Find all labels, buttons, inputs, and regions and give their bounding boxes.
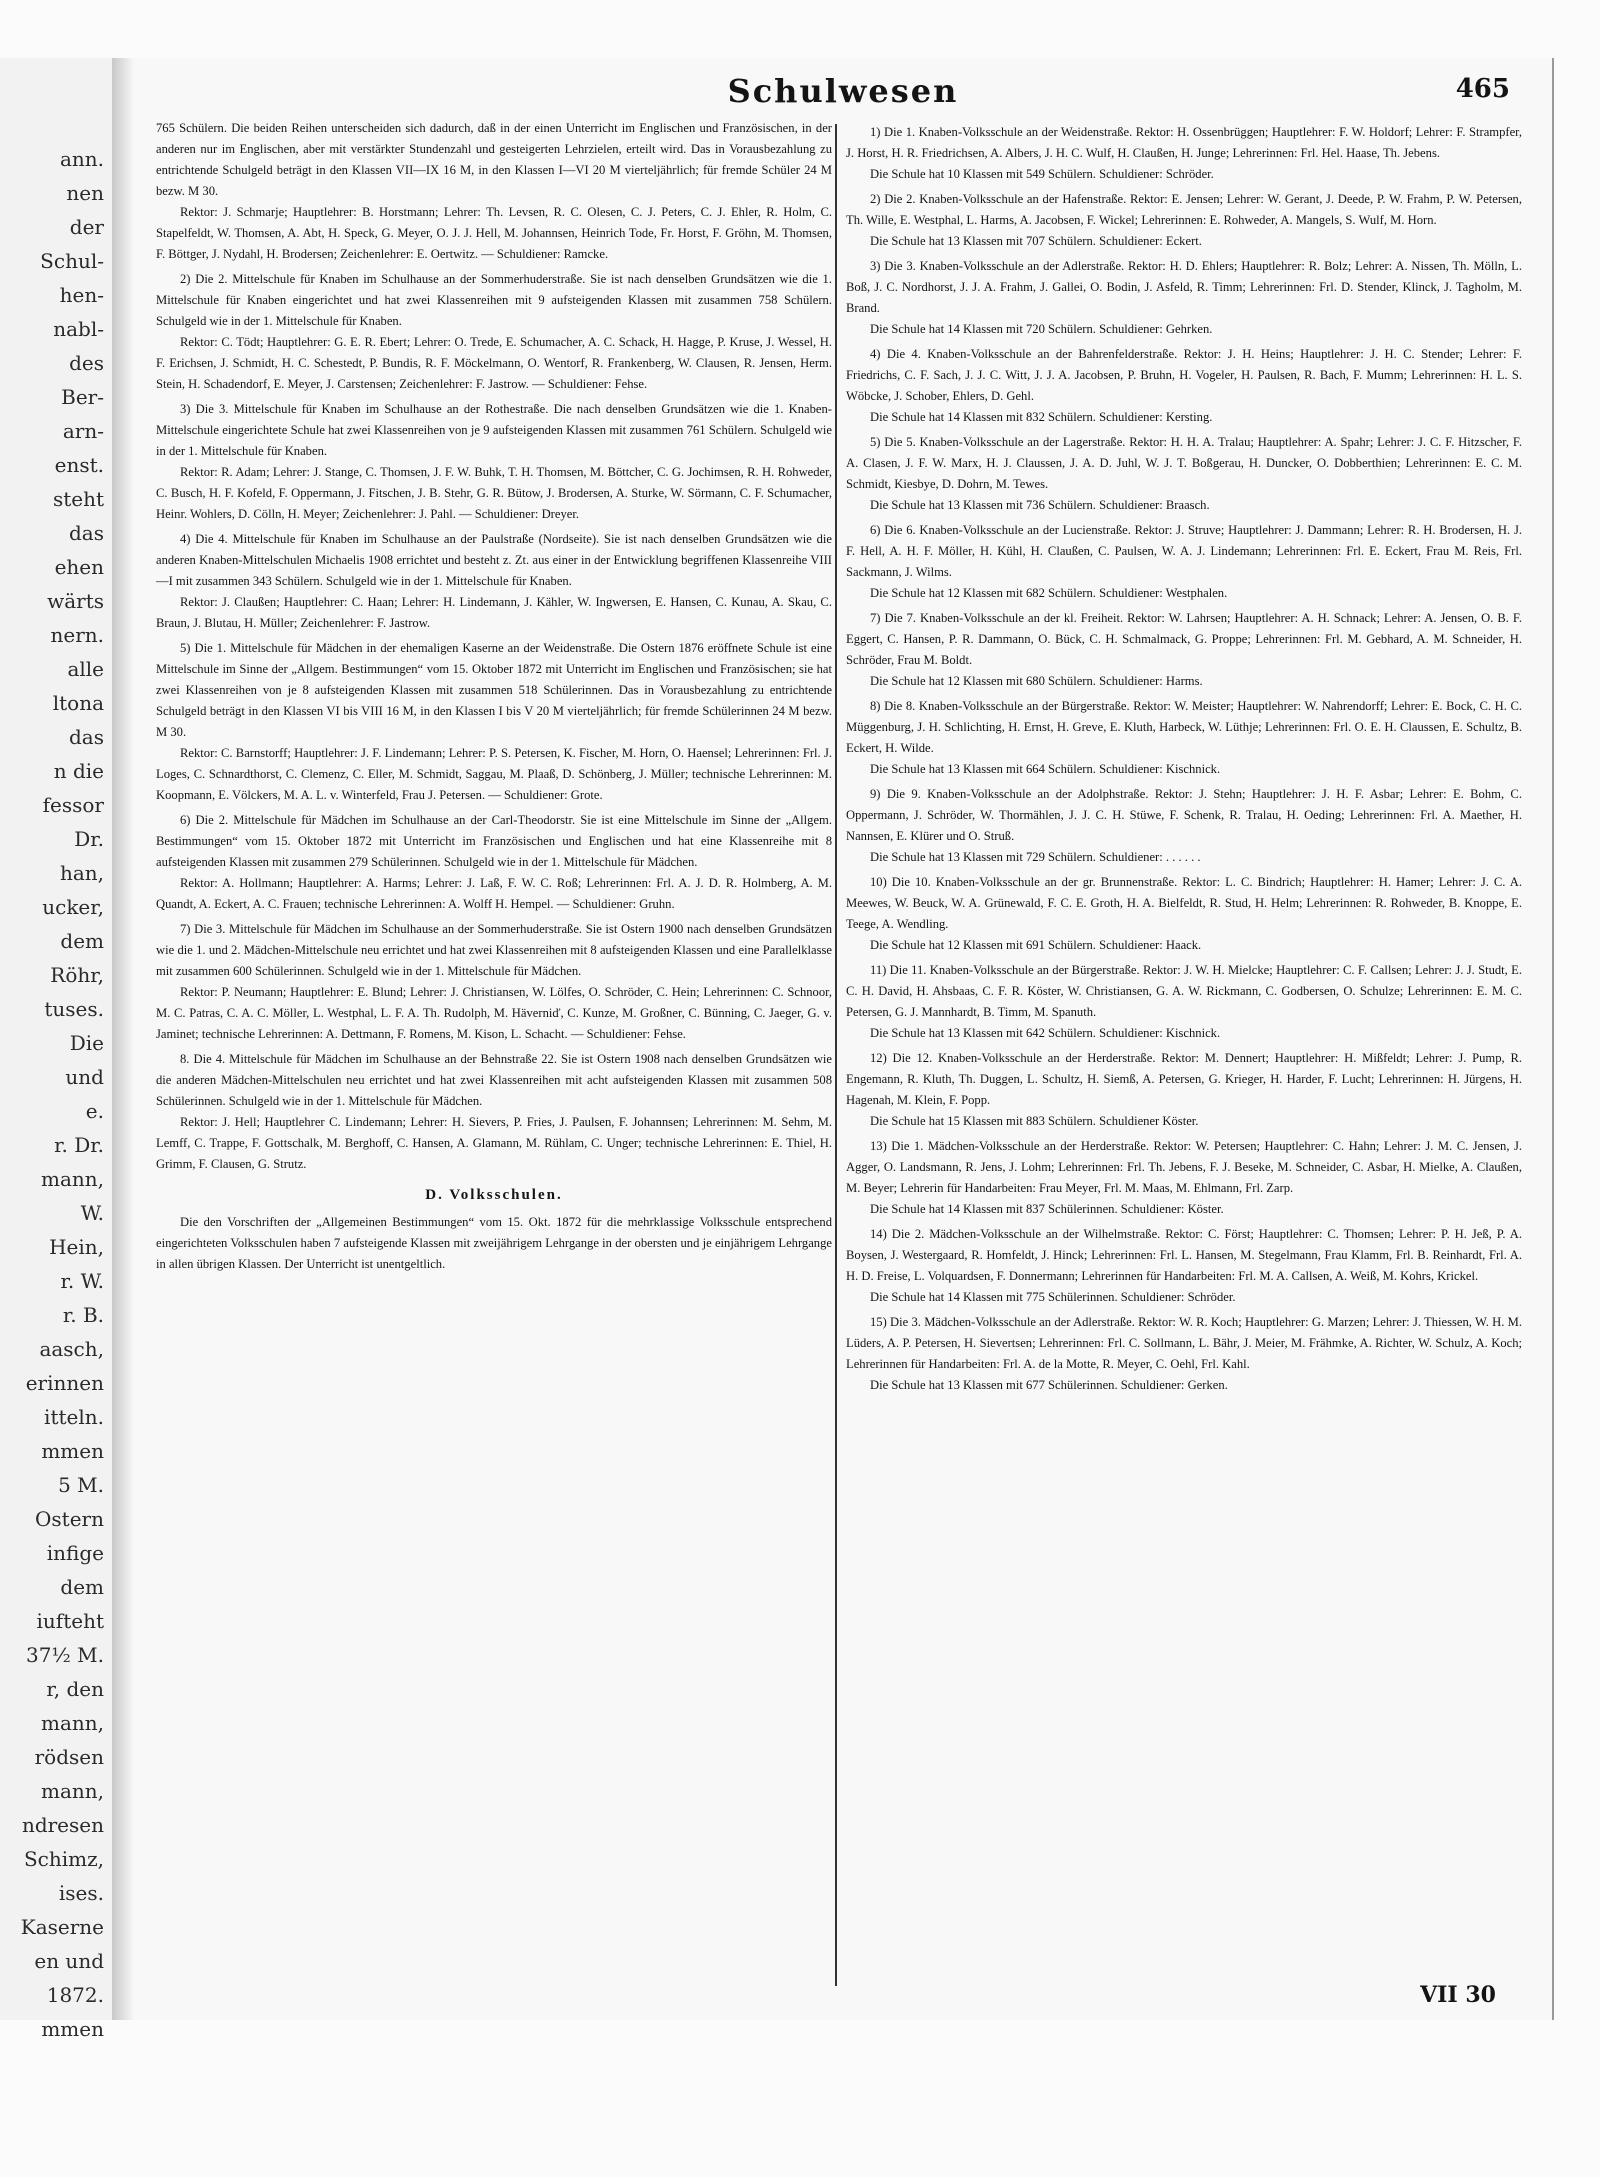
margin-fragment: erinnen [25, 1371, 104, 1395]
paragraph: 4) Die 4. Mittelschule für Knaben im Schulhause an der Paulstraße (Nordseite). Sie ist nach denselben Grundsätzen wie die anderen Knaben-Mittelschulen Michaelis 1908 errichtet und besteht z. Zt. aus einer in der Entwicklung begriffenen Klassenreihe VIII—I mit zusammen 343 Schülern. Schulgeld wie in der 1. Mittelschule für Knaben. [156, 532, 832, 588]
margin-fragment: der [69, 215, 104, 239]
margin-fragment: wärts [47, 589, 104, 613]
school-summary-line: Die Schule hat 14 Klassen mit 832 Schülern. Schuldiener: Kersting. [870, 410, 1213, 424]
margin-fragment: dem [60, 1575, 104, 1599]
school-entry: 1) Die 1. Knaben-Volksschule an der Weidenstraße. Rektor: H. Ossenbrüggen; Hauptlehrer: F. W. Holdorf; Lehrer: F. Strampfer, J. Horst, H. R. Friedrichsen, A. Albers, J. H. C. Wulf, H. Claußen, H. Junge; Lehrerinnen: Frl. Hel. Haase, Th. Jebens. [846, 125, 1522, 160]
school-summary-line: Die Schule hat 14 Klassen mit 775 Schülerinnen. Schuldiener: Schröder. [870, 1290, 1236, 1304]
school-entry: 3) Die 3. Knaben-Volksschule an der Adlerstraße. Rektor: H. D. Ehlers; Hauptlehrer: R. Bolz; Lehrer: A. Nissen, Th. Mölln, L. Boß, J. C. Nordhorst, J. J. A. Frahm, J. Gallei, O. Bodin, J. Asfeld, R. Timm; Lehrerinnen: Frl. D. Stender, Klinck, J. Tagholm, M. Brand. [846, 259, 1522, 315]
school-summary-line: Die Schule hat 13 Klassen mit 664 Schülern. Schuldiener: Kischnick. [870, 762, 1221, 776]
margin-fragment: Ostern [35, 1507, 104, 1531]
school-summary-line: Die Schule hat 12 Klassen mit 680 Schülern. Schuldiener: Harms. [870, 674, 1203, 688]
school-summary-line: Die Schule hat 13 Klassen mit 642 Schülern. Schuldiener: Kischnick. [870, 1026, 1221, 1040]
margin-fragment: Schul- [40, 249, 104, 273]
previous-page-edge [0, 58, 115, 2041]
school-entry: 10) Die 10. Knaben-Volksschule an der gr. Brunnenstraße. Rektor: L. C. Bindrich; Hauptlehrer: H. Hamer; Lehrer: J. C. A. Meewes, W. Beuck, W. A. Grünewald, F. C. E. Groth, H. A. Bielfeldt, R. Stud, H. Helm; Lehrerinnen: R. Rohweder, B. Knoppe, E. Teege, A. Wendling. [846, 875, 1522, 931]
margin-fragment: iufteht [36, 1609, 104, 1633]
margin-fragment: r. Dr. [54, 1133, 104, 1157]
margin-fragment: ndresen [21, 1813, 104, 1837]
margin-fragment: ltona [52, 691, 104, 715]
paragraph: 2) Die 2. Mittelschule für Knaben im Schulhause an der Sommerhuderstraße. Sie ist nach denselben Grundsätzen wie die 1. Mittelschule für Knaben eingerichtet und hat zwei Klassenreihen mit 9 aufsteigenden Klassen mit zusammen 758 Schülern. Schulgeld wie in der 1. Mittelschule für Knaben. [156, 272, 832, 328]
margin-fragment: hen- [59, 283, 104, 307]
margin-fragment: ann. [59, 147, 104, 171]
school-summary-line: Die Schule hat 12 Klassen mit 682 Schülern. Schuldiener: Westphalen. [870, 586, 1228, 600]
paragraph: 7) Die 3. Mittelschule für Mädchen im Schulhause an der Sommerhuderstraße. Sie ist Ostern 1900 nach denselben Grundsätzen wie die 1. und 2. Mädchen-Mittelschule neu errichtet und hat zwei Klassenreihen mit 8 aufsteigenden Klassen und eine Parallelklasse mit zusammen 600 Schülerinnen. Schulgeld wie in der 1. Mittelschule für Mädchen. [156, 922, 832, 978]
paragraph: 8. Die 4. Mittelschule für Mädchen im Schulhause an der Behnstraße 22. Sie ist Ostern 1908 nach denselben Grundsätzen wie die anderen Mädchen-Mittelschulen neu errichtet und hat zwei Klassenreihen mit acht aufsteigenden Klassen mit zusammen 508 Schülerinnen. Schulgeld wie in der 1. Mittelschule für Mädchen. [156, 1052, 832, 1108]
margin-fragment: mann, [40, 1711, 104, 1735]
margin-fragment: und [65, 1065, 104, 1089]
school-summary-line: Die Schule hat 13 Klassen mit 736 Schülern. Schuldiener: Braasch. [870, 498, 1210, 512]
margin-fragment: infige [46, 1541, 104, 1565]
margin-fragment: das [69, 521, 104, 545]
margin-fragment: r, den [46, 1677, 104, 1701]
paragraph: 5) Die 1. Mittelschule für Mädchen in der ehemaligen Kaserne an der Weidenstraße. Die Ostern 1876 eröffnete Schule ist eine Mittelschule im Sinne der „Allgem. Bestimmungen“ vom 15. Oktober 1872 mit Unterricht im Englischen und Französischen; sie hat zwei Klassenreihen von je 8 aufsteigenden Klassen mit zusammen 518 Schülerinnen. Das in Vorausbezahlung zu entrichtende Schulgeld beträgt in den Klassen VI bis VIII 16 M, in den Klassen I bis V 20 M vierteljährlich; für fremde Schülerinnen 24 M bezw. M 30. [156, 641, 832, 739]
section-intro-paragraph: Die den Vorschriften der „Allgemeinen Bestimmungen“ vom 15. Okt. 1872 für die mehrklassige Volksschule entsprechend eingerichteten Volksschulen haben 7 aufsteigende Klassen mit zweijährigem Lehrgange in der obersten und je einjährigem Lehrgange in allen übrigen Klassen. Der Unterricht ist unentgeltlich. [156, 1215, 832, 1271]
margin-fragment: steht [52, 487, 104, 511]
school-entry: 9) Die 9. Knaben-Volksschule an der Adolphstraße. Rektor: J. Stehn; Hauptlehrer: J. H. F. Asbar; Lehrer: E. Bohm, C. Oppermann, J. Schröder, W. Thormählen, J. J. C. H. Stüwe, F. Schenk, R. Tralau, H. Oeding; Lehrerinnen: Frl. A. Maether, H. Nannsen, E. Klürer und O. Struß. [846, 787, 1522, 843]
paragraph: Rektor: C. Tödt; Hauptlehrer: G. E. R. Ebert; Lehrer: O. Trede, E. Schumacher, A. C. Schack, H. Hagge, P. Kruse, J. Wessel, H. F. Erichsen, J. Schmidt, H. C. Schestedt, P. Bundis, R. F. Möckelmann, O. Wentorf, R. Frankenberg, W. Clausen, R. Jensen, Herm. Stein, H. Schadendorf, E. Meyer, J. Carstensen; Zeichenlehrer: F. Jastrow. — Schuldiener: Fehse. [156, 335, 832, 391]
margin-fragment: Ber- [61, 385, 104, 409]
paragraph: Rektor: A. Hollmann; Hauptlehrer: A. Harms; Lehrer: J. Laß, F. W. C. Roß; Lehrerinnen: Frl. A. J. D. R. Holmberg, A. M. Quandt, A. Eckert, A. C. Frauen; technische Lehrerinnen: A. Wolff H. Hempel. — Schuldiener: Gruhn. [156, 876, 832, 911]
school-entry: 11) Die 11. Knaben-Volksschule an der Bürgerstraße. Rektor: J. W. H. Mielcke; Hauptlehrer: C. F. Callsen; Lehrer: J. J. Studt, E. C. H. David, H. Ahsbaas, C. F. R. Köster, W. Christiansen, G. A. W. Rickmann, C. Godbersen, O. Schulze; Lehrerinnen: E. M. C. Petersen, G. J. Mannhardt, B. Timm, M. Spanuth. [846, 963, 1522, 1019]
margin-fragment: rödsen [34, 1745, 104, 1769]
school-summary-line: Die Schule hat 10 Klassen mit 549 Schülern. Schuldiener: Schröder. [870, 167, 1214, 181]
margin-fragment: aasch, [39, 1337, 104, 1361]
school-entry: 15) Die 3. Mädchen-Volksschule an der Adlerstraße. Rektor: W. R. Koch; Hauptlehrer: G. Marzen; Lehrer: J. Thiessen, W. H. M. Lüders, A. P. Petersen, H. Sievertsen; Lehrerinnen: Frl. C. Sollmann, L. Bähr, J. Meier, M. Frähmke, A. Richter, W. Schulz, A. Koch; Lehrerinnen für Handarbeiten: Frl. A. de la Motte, R. Meyer, C. Oehl, Frl. Kahl. [846, 1315, 1522, 1371]
margin-fragment: n die [53, 759, 104, 783]
paragraph: Rektor: J. Claußen; Hauptlehrer: C. Haan; Lehrer: H. Lindemann, J. Kähler, W. Ingwersen, E. Hansen, C. Kunau, A. Skau, C. Braun, J. Blutau, H. Müller; Zeichenlehrer: F. Jastrow. [156, 595, 832, 630]
margin-fragment: Röhr, [50, 963, 104, 987]
column-divider [835, 124, 837, 1986]
margin-fragment: Dr. [74, 827, 104, 851]
school-summary-line: Die Schule hat 13 Klassen mit 677 Schülerinnen. Schuldiener: Gerken. [870, 1378, 1228, 1392]
page-number: 465 [1455, 74, 1510, 104]
margin-fragment: das [69, 725, 104, 749]
signature-mark: VII 30 [1420, 1982, 1496, 2008]
margin-fragment: mann, [40, 1167, 104, 1191]
paragraph: 3) Die 3. Mittelschule für Knaben im Schulhause an der Rothestraße. Die nach denselben Grundsätzen wie die 1. Knaben-Mittelschule eingerichtete Schule hat zwei Klassenreihen von je 9 aufsteigenden Klassen mit zusammen 761 Schülern. Schulgeld wie in der 1. Mittelschule für Knaben. [156, 402, 832, 458]
margin-fragment: Schimz, [23, 1847, 104, 1871]
margin-fragment: en und [34, 1949, 104, 1973]
margin-fragment: W. [80, 1201, 104, 1225]
school-entry: 13) Die 1. Mädchen-Volksschule an der Herderstraße. Rektor: W. Petersen; Hauptlehrer: C. Hahn; Lehrer: J. M. C. Jensen, J. Agger, O. Landsmann, R. Jens, J. Lohm; Lehrerinnen: Frl. Th. Jebens, F. J. Beseke, M. Schneider, C. Asbar, H. Mielke, A. Claußen, M. Beyer; Lehrerin für Handarbeiten: Frau Meyer, Frl. M. Maas, M. Ehlmann, Frl. Zarp. [846, 1139, 1522, 1195]
school-entry: 2) Die 2. Knaben-Volksschule an der Hafenstraße. Rektor: E. Jensen; Lehrer: W. Gerant, J. Deede, P. W. Frahm, P. W. Petersen, Th. Wille, E. Westphal, L. Harms, A. Jacobsen, F. Wickel; Lehrerinnen: E. Rohweder, A. Mangels, S. Wulf, M. Horn. [846, 192, 1522, 227]
paragraph: Rektor: J. Hell; Hauptlehrer C. Lindemann; Lehrer: H. Sievers, P. Fries, J. Paulsen, F. Johannsen; Lehrerinnen: M. Sehm, M. Lemff, C. Trappe, F. Gottschalk, M. Berghoff, C. Hansen, A. Glamann, M. Rühlam, C. Unger; technische Lehrerinnen: E. Thiel, H. Grimm, F. Clausen, G. Strutz. [156, 1115, 832, 1171]
school-entry: 4) Die 4. Knaben-Volksschule an der Bahrenfelderstraße. Rektor: J. H. Heins; Hauptlehrer: J. H. C. Stender; Lehrer: F. Friedrichs, C. F. Sach, J. J. C. Witt, J. J. A. Jacobsen, P. Bruhn, H. Vogeler, H. Paulsen, R. Bach, F. Mumm; Lehrerinnen: H. L. S. Wöbcke, J. Schober, Ehlers, D. Gehl. [846, 347, 1522, 403]
margin-fragment: 1872. [46, 1983, 104, 2007]
school-entry: 14) Die 2. Mädchen-Volksschule an der Wilhelmstraße. Rektor: C. Först; Hauptlehrer: C. Thomsen; Lehrer: P. H. Jeß, P. A. Boysen, J. Westergaard, R. Homfeldt, J. Hinck; Lehrerinnen: Frl. L. Hansen, M. Stegelmann, Frau Klamm, Frl. B. Reinhardt, Frl. A. H. D. Freise, L. Volquardsen, F. Donnermann; Lehrerinnen für Handarbeiten: Frl. M. A. Callsen, A. Weiß, M. Kohrs, Krickel. [846, 1227, 1522, 1283]
school-summary-line: Die Schule hat 14 Klassen mit 720 Schülern. Schuldiener: Gehrken. [870, 322, 1213, 336]
paragraph: Rektor: P. Neumann; Hauptlehrer: E. Blund; Lehrer: J. Christiansen, W. Lölfes, O. Schröder, C. Hein; Lehrerinnen: C. Schnoor, M. C. Patras, C. A. C. Möller, L. Westphal, L. F. A. Th. Rudolph, M. Häverniď, C. Kunze, M. Großner, C. Bünning, C. Jaeger, G. v. Jaminet; technische Lehrerinnen: A. Dettmann, F. Romens, M. Kison, L. Schacht. — Schuldiener: Fehse. [156, 985, 832, 1041]
margin-fragment: nen [66, 181, 104, 205]
left-column [156, 118, 832, 1986]
school-summary-line: Die Schule hat 14 Klassen mit 837 Schülerinnen. Schuldiener: Köster. [870, 1202, 1224, 1216]
margin-fragment: nern. [50, 623, 104, 647]
margin-fragment: r. W. [60, 1269, 104, 1293]
margin-fragment: nabl- [53, 317, 104, 341]
margin-fragment: Die [69, 1031, 104, 1055]
school-entry: 5) Die 5. Knaben-Volksschule an der Lagerstraße. Rektor: H. H. A. Tralau; Hauptlehrer: A. Spahr; Lehrer: J. C. F. Hitzscher, F. A. Clasen, J. F. W. Marx, H. J. Claussen, J. A. D. Juhl, W. J. T. Boßgerau, H. Duncker, O. Dobberthien; Lehrerinnen: E. C. M. Schmidt, Kiesbye, D. Dohrn, M. Tewes. [846, 435, 1522, 491]
margin-fragment: ises. [58, 1881, 104, 1905]
margin-fragment: des [69, 351, 104, 375]
margin-fragment: mmen [41, 2017, 104, 2041]
margin-fragment: itteln. [44, 1405, 104, 1429]
margin-fragment: e. [85, 1099, 104, 1123]
school-entry: 8) Die 8. Knaben-Volksschule an der Bürgerstraße. Rektor: W. Meister; Hauptlehrer: W. Nahrendorff; Lehrer: E. Bock, C. H. C. Müggenburg, J. H. Schlichting, H. Ernst, H. Greve, E. Kluth, Harbeck, W. Lüthje; Lehrerinnen: Frl. O. E. H. Claussen, E. Schultz, B. Eckert, H. Wilde. [846, 699, 1522, 755]
margin-fragment: tuses. [44, 997, 104, 1021]
margin-fragment: arn- [62, 419, 104, 443]
paragraph: 765 Schülern. Die beiden Reihen unterscheiden sich dadurch, daß in der einen Unterricht im Englischen und Französischen, in der anderen nur im Englischen, aber mit verstärkter Stundenzahl und gesteigerten Lehrzielen, erteilt wird. Das in Vorausbezahlung zu entrichtende Schulgeld beträgt in den Klassen VII—IX 16 M, in den Klassen I—VI 20 M vierteljährlich; für fremde Schüler 24 M bezw. M 30. [156, 121, 832, 198]
margin-fragment: han, [59, 861, 104, 885]
margin-fragment: 5 M. [58, 1473, 104, 1497]
paragraph: Rektor: C. Barnstorff; Hauptlehrer: J. F. Lindemann; Lehrer: P. S. Petersen, K. Fischer, M. Horn, O. Haensel; Lehrerinnen: Frl. J. Loges, C. Schnardthorst, C. Clemenz, C. Eller, M. Schmidt, Saggau, M. Plaaß, D. Schönberg, J. Müller; technische Lehrerinnen: M. Koopmann, E. Völckers, M. A. L. v. Winterfeld, Frau J. Petersen. — Schuldiener: Grote. [156, 746, 832, 802]
book-gutter [112, 58, 134, 2020]
margin-fragment: dem [60, 929, 104, 953]
margin-fragment: r. B. [62, 1303, 104, 1327]
margin-fragment: 37½ M. [25, 1643, 104, 1667]
paragraph: Rektor: R. Adam; Lehrer: J. Stange, C. Thomsen, J. F. W. Buhk, T. H. Thomsen, M. Böttcher, C. G. Jochimsen, R. H. Rohweder, C. Busch, H. F. Kofeld, F. Oppermann, J. Fitschen, J. B. Stehr, G. R. Bütow, J. Brodersen, A. Sturke, W. Sörmann, C. F. Schumacher, Heinr. Wohlers, D. Cölln, H. Meyer; Zeichenlehrer: J. Pahl. — Schuldiener: Dreyer. [156, 465, 832, 521]
right-column [846, 118, 1522, 1986]
section-heading-volksschulen: D. Volksschulen. [425, 1187, 563, 1203]
school-summary-line: Die Schule hat 13 Klassen mit 729 Schülern. Schuldiener: . . . . . . [870, 850, 1201, 864]
margin-fragment: Hein, [49, 1235, 104, 1259]
school-entry: 12) Die 12. Knaben-Volksschule an der Herderstraße. Rektor: M. Dennert; Hauptlehrer: H. Mißfeldt; Lehrer: J. Pump, R. Engemann, R. Kluth, Th. Duggen, L. Schultz, H. Siemß, A. Petersen, G. Krieger, H. Harder, F. Lucht; Lehrerinnen: H. Jürgens, H. Hagenah, M. Klein, F. Popp. [846, 1051, 1522, 1107]
school-entry: 7) Die 7. Knaben-Volksschule an der kl. Freiheit. Rektor: W. Lahrsen; Hauptlehrer: A. H. Schnack; Lehrer: A. Jensen, O. B. F. Eggert, C. Hansen, P. R. Dammann, O. Bück, C. H. Schmalmack, G. Proppe; Lehrerinnen: Frl. M. Gebhard, A. M. Schneider, H. Schröder, Frau M. Boldt. [846, 611, 1522, 667]
running-head: Schulwesen [727, 72, 959, 110]
margin-fragment: ehen [54, 555, 104, 579]
margin-fragment: mann, [40, 1779, 104, 1803]
school-summary-line: Die Schule hat 13 Klassen mit 707 Schülern. Schuldiener: Eckert. [870, 234, 1202, 248]
margin-fragment: ucker, [42, 895, 104, 919]
school-summary-line: Die Schule hat 12 Klassen mit 691 Schülern. Schuldiener: Haack. [870, 938, 1202, 952]
margin-fragment: Kaserne [20, 1915, 104, 1939]
margin-fragment: mmen [41, 1439, 104, 1463]
school-entry: 6) Die 6. Knaben-Volksschule an der Lucienstraße. Rektor: J. Struve; Hauptlehrer: J. Dammann; Lehrer: R. H. Brodersen, H. J. F. Hell, A. H. F. Möller, H. Kühl, H. Claußen, C. Paulsen, W. A. J. Lindemann; Lehrerinnen: Frl. E. Eckert, Frau M. Reis, Frl. Sackmann, J. Wilms. [846, 523, 1522, 579]
margin-fragment: fessor [42, 793, 104, 817]
document-page [134, 58, 1554, 2020]
school-summary-line: Die Schule hat 15 Klassen mit 883 Schülern. Schuldiener Köster. [870, 1114, 1199, 1128]
margin-fragment: alle [67, 657, 104, 681]
paragraph: Rektor: J. Schmarje; Hauptlehrer: B. Horstmann; Lehrer: Th. Levsen, R. C. Olesen, C. J. Peters, C. J. Ehler, R. Holm, C. Stapelfeldt, W. Thomsen, A. Abt, H. Speck, G. Meyer, O. J. J. Hell, M. Johannsen, Heinrich Tode, Fr. Horst, F. Gröhn, M. Thomsen, F. Böttger, J. Nydahl, H. Brodersen; Zeichenlehrer: E. Oertwitz. — Schuldiener: Ramcke. [156, 205, 832, 261]
paragraph: 6) Die 2. Mittelschule für Mädchen im Schulhause an der Carl-Theodorstr. Sie ist eine Mittelschule im Sinne der „Allgem. Bestimmungen“ vom 15. Oktober 1872 mit Unterricht im Französischen und Englischen und hat eine Klassenreihe mit 8 aufsteigenden Klassen mit zusammen 279 Schülerinnen. Schulgeld wie in der 1. Mittelschule für Mädchen. [156, 813, 832, 869]
margin-fragment: enst. [54, 453, 104, 477]
